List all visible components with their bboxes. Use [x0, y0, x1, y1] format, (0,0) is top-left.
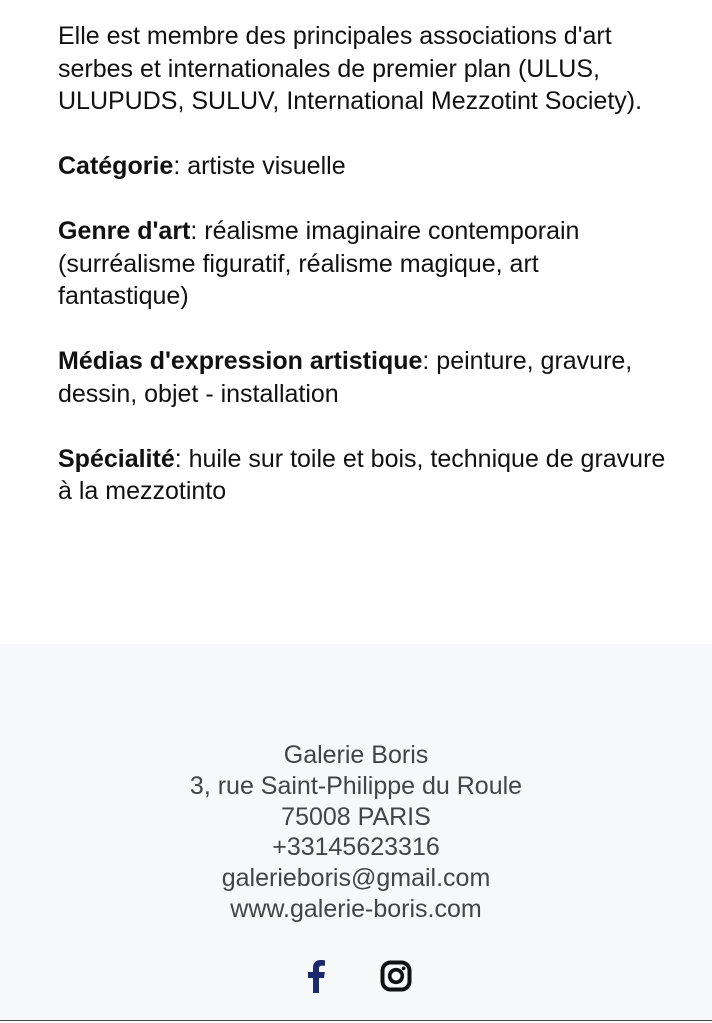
- genre-label: Genre d'art: [58, 217, 191, 245]
- media-value: : peinture, gravure, dessin, objet - installation: [58, 347, 633, 408]
- instagram-icon: [380, 960, 412, 992]
- specialty-value: : huile sur toile et bois, technique de gravure à la mezzotinto: [58, 444, 666, 505]
- category-line: [58, 150, 668, 183]
- artist-bio: [58, 20, 668, 540]
- gallery-website[interactable]: www.galerie-boris.com: [230, 894, 482, 923]
- genre-value: : réalisme imaginaire contemporain (surréalisme figuratif, réalisme magique, art fantastique): [58, 217, 580, 310]
- gallery-contact: [0, 740, 712, 925]
- social-links: [0, 958, 712, 994]
- category-value: : artiste visuelle: [173, 152, 346, 180]
- category-label: Catégorie: [58, 152, 174, 180]
- gallery-phone[interactable]: +33145623316: [272, 833, 440, 862]
- media-label: Médias d'expression artistique: [58, 347, 423, 375]
- specialty-label: Spécialité: [58, 444, 175, 473]
- gallery-name: Galerie Boris: [283, 741, 429, 769]
- facebook-link[interactable]: [298, 958, 334, 994]
- genre-line: [58, 215, 668, 313]
- media-line: [58, 345, 668, 410]
- membership-text: Elle est membre des principales associations d'art serbes et internationales de premier plan (ULUS, ULUPUDS, SULUV, International Mezzotint Society).: [58, 22, 643, 115]
- gallery-street: 3, rue Saint-Philippe du Roule: [189, 771, 523, 800]
- specialty-line: [58, 443, 668, 508]
- gallery-email[interactable]: galerieboris@gmail.com: [221, 864, 491, 893]
- instagram-link[interactable]: [378, 958, 414, 994]
- facebook-icon: [306, 959, 326, 993]
- gallery-city: 75008 PARIS: [281, 802, 431, 831]
- site-footer: [0, 644, 712, 1021]
